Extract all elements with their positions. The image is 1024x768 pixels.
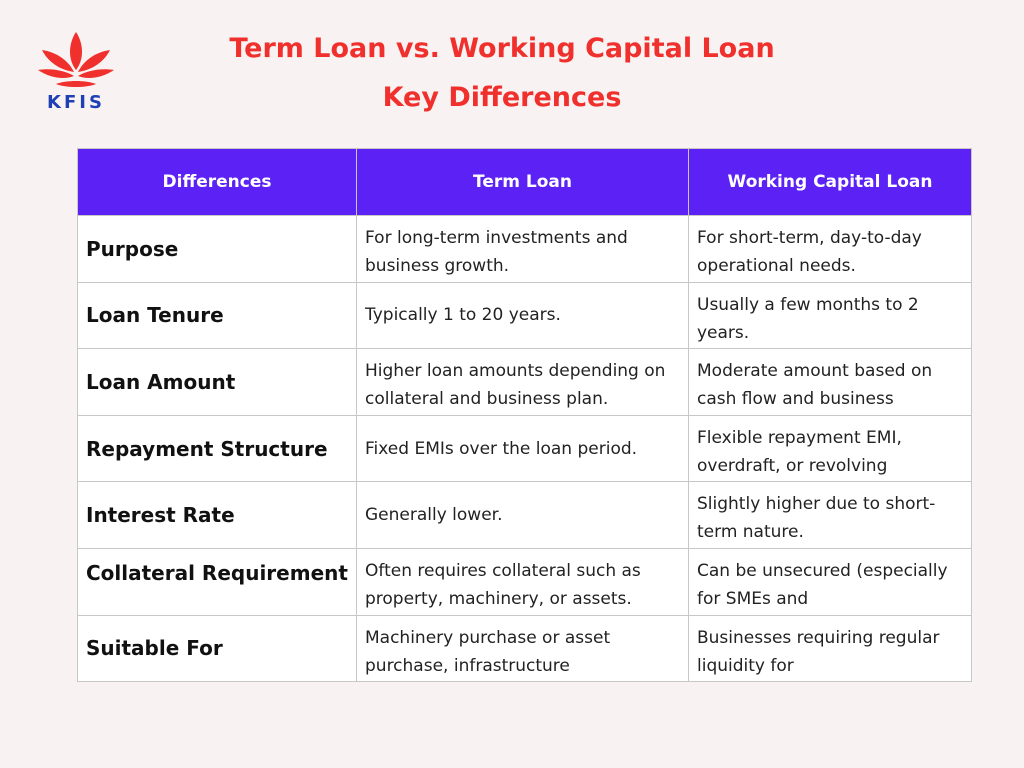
table-row (78, 548, 972, 615)
cell-text: Can be unsecured (especially for SMEs and (697, 560, 948, 609)
row-label (78, 548, 357, 615)
cell-text: For short-term, day-to-day operational needs. (697, 228, 922, 276)
row-label: Loan Tenure (78, 282, 357, 349)
table-row (78, 216, 972, 283)
header-working-capital-loan: Working Capital Loan (689, 149, 972, 216)
cell-text: Moderate amount based on cash flow and business (697, 361, 933, 410)
cell-text: Often requires collateral such as property, machinery, or assets. (365, 560, 641, 609)
header-term-loan: Term Loan (357, 149, 689, 216)
term-loan-cell (357, 615, 689, 682)
working-capital-cell (689, 282, 972, 349)
row-label: Purpose (78, 216, 357, 283)
logo-text: KFIS (47, 92, 105, 113)
row-label: Interest Rate (78, 482, 357, 549)
working-capital-cell (689, 216, 972, 283)
page-subtitle: Key Differences (382, 82, 622, 113)
term-loan-cell (357, 349, 689, 416)
term-loan-cell: Fixed EMIs over the loan period. (357, 415, 689, 482)
term-loan-cell (357, 548, 689, 615)
header-differences: Differences (78, 149, 357, 216)
table-row (78, 415, 972, 482)
table-row (78, 282, 972, 349)
term-loan-cell: Generally lower. (357, 482, 689, 549)
row-label: Repayment Structure (78, 415, 357, 482)
page-title: Term Loan vs. Working Capital Loan (229, 33, 775, 64)
cell-text: Machinery purchase or asset purchase, infrastructure (365, 627, 611, 676)
term-loan-cell (357, 216, 689, 283)
comparison-table (77, 148, 972, 682)
cell-text: Businesses requiring regular liquidity for (697, 627, 940, 676)
term-loan-cell: Typically 1 to 20 years. (357, 282, 689, 349)
working-capital-cell (689, 482, 972, 549)
table-row (78, 615, 972, 682)
cell-text: Higher loan amounts depending on collateral and business plan. (365, 361, 666, 410)
table-row (78, 482, 972, 549)
working-capital-cell (689, 615, 972, 682)
table-header-row (78, 149, 972, 216)
cell-text: Slightly higher due to short-term nature. (697, 494, 936, 543)
working-capital-cell (689, 415, 972, 482)
cell-text: For long-term investments and business growth. (365, 228, 628, 276)
cell-text: Flexible repayment EMI, overdraft, or revolving (697, 427, 902, 476)
cell-text: Usually a few months to 2 years. (697, 294, 919, 343)
working-capital-cell (689, 349, 972, 416)
working-capital-cell (689, 548, 972, 615)
row-label: Loan Amount (78, 349, 357, 416)
table-row (78, 349, 972, 416)
row-label: Suitable For (78, 615, 357, 682)
row-label-text: Collateral Requirement (86, 560, 348, 585)
